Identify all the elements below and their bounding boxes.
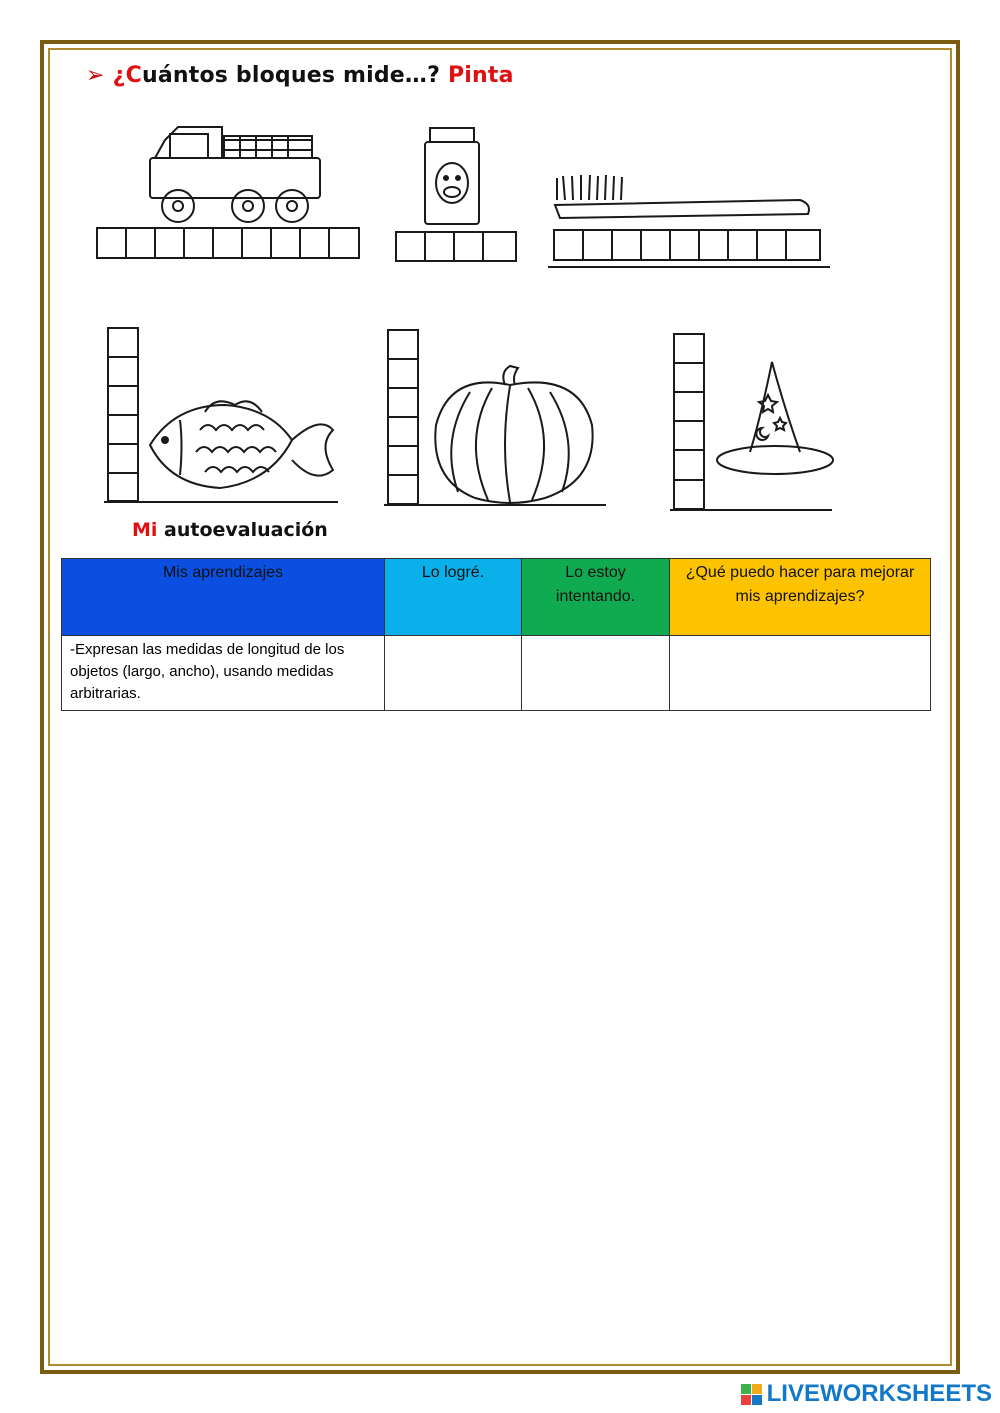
self-assessment-table bbox=[61, 558, 931, 711]
witch-hat-illustration bbox=[717, 362, 833, 474]
liveworksheets-logo bbox=[741, 1380, 992, 1408]
milk-carton-illustration bbox=[425, 128, 479, 224]
lo-logre-cell[interactable] bbox=[385, 636, 522, 711]
self-assessment-title bbox=[132, 519, 328, 541]
header-lo-estoy-intentando: Lo estoy intentando. bbox=[522, 559, 670, 636]
header-lo-logre: Lo logré. bbox=[385, 559, 522, 636]
arrow-bullet-icon: ➢ bbox=[86, 63, 105, 88]
fire-truck-illustration bbox=[150, 127, 320, 222]
table-header-row bbox=[62, 559, 931, 636]
block-column-pumpkin bbox=[384, 330, 606, 505]
table-row bbox=[62, 636, 931, 711]
header-que-puedo-hacer: ¿Qué puedo hacer para mejorar mis aprendizajes? bbox=[670, 559, 931, 636]
measurement-illustrations bbox=[0, 0, 1000, 520]
toothbrush-illustration bbox=[555, 175, 809, 218]
title-action: Pinta bbox=[447, 63, 514, 88]
title-question-start: ¿C bbox=[112, 63, 142, 88]
learning-statement-cell: -Expresan las medidas de longitud de los objetos (largo, ancho), usando medidas arbitrarias. bbox=[62, 636, 385, 711]
block-column-fish bbox=[104, 328, 338, 502]
block-column-hat bbox=[670, 334, 832, 510]
liveworksheets-logo-icon bbox=[741, 1384, 762, 1405]
brand-name: LIVEWORKSHEETS bbox=[766, 1380, 992, 1407]
self-assessment-title-red: Mi bbox=[132, 519, 158, 541]
self-assessment-title-rest: autoevaluación bbox=[164, 519, 328, 541]
title-question: uántos bloques mide…? bbox=[141, 63, 441, 88]
header-mis-aprendizajes: Mis aprendizajes bbox=[62, 559, 385, 636]
lo-estoy-intentando-cell[interactable] bbox=[522, 636, 670, 711]
fish-illustration bbox=[150, 401, 333, 488]
mejorar-cell[interactable] bbox=[670, 636, 931, 711]
block-row-carton bbox=[396, 232, 516, 261]
block-row-toothbrush bbox=[548, 230, 830, 267]
pumpkin-illustration bbox=[435, 366, 592, 503]
block-row-truck bbox=[97, 228, 359, 258]
